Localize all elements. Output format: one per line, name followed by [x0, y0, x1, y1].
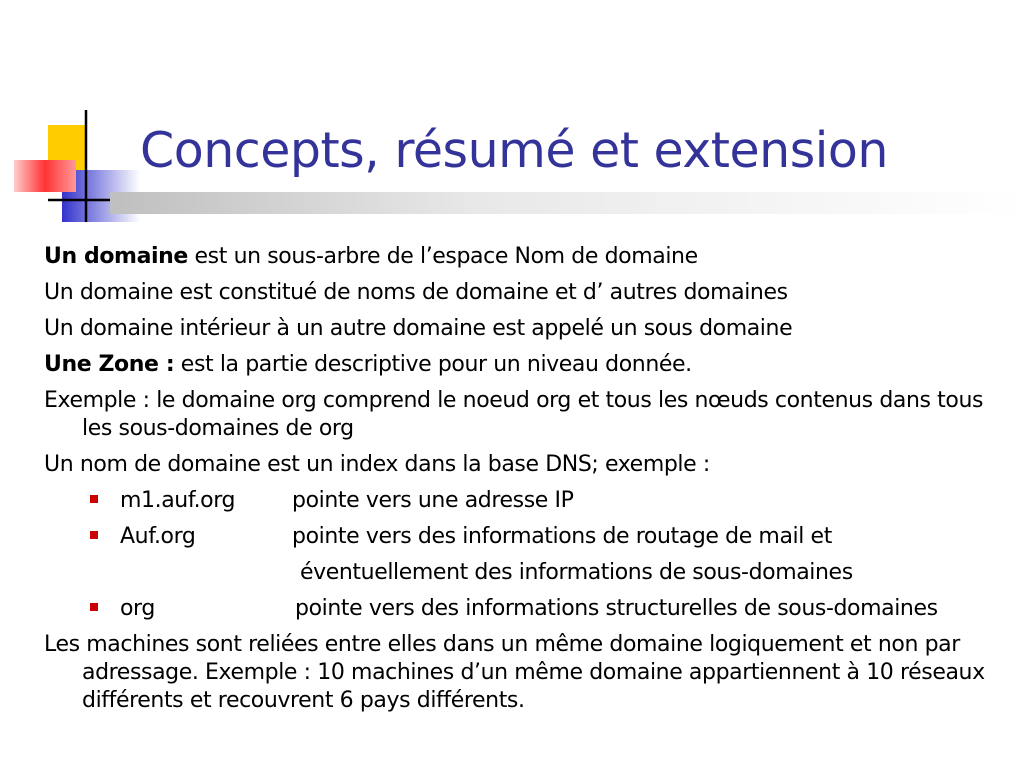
slide-body — [44, 243, 1004, 723]
list-item — [90, 595, 1004, 623]
paragraph-domaine — [44, 243, 1004, 271]
paragraph-bold: Un domaine — [44, 244, 188, 269]
list-item — [90, 487, 1004, 515]
bullet-label: org — [120, 596, 155, 621]
paragraph-zone — [44, 351, 1004, 379]
bullet-list — [44, 487, 1004, 623]
paragraph-text: est la partie descriptive pour un niveau donnée. — [174, 352, 692, 377]
paragraph-index — [44, 451, 1004, 479]
paragraph-text: Un domaine est constitué de noms de domaine et d’ autres domaines — [44, 280, 788, 305]
paragraph-text: Un domaine intérieur à un autre domaine est appelé un sous domaine — [44, 316, 793, 341]
bullet-text: pointe vers des informations de routage de mail et — [292, 524, 832, 549]
paragraph-closing: Les machines sont reliées entre elles dans un même domaine logiquement et non par adressage. Exemple : 10 machines d’un même domaine appartiennent à 10 réseaux différents et recouvrent 6 pays différents. — [44, 632, 985, 713]
paragraph-text: est un sous-arbre de l’espace Nom de domaine — [187, 244, 698, 269]
bullet-continuation: éventuellement des informations de sous-domaines — [300, 560, 853, 585]
paragraph-text: Un nom de domaine est un index dans la base DNS; exemple : — [44, 452, 710, 477]
bullet-text: pointe vers des informations structurelles de sous-domaines — [295, 596, 938, 621]
bullet-square-icon — [90, 603, 98, 611]
bullet-label: m1.auf.org — [120, 488, 236, 513]
bullet-square-icon — [90, 495, 98, 503]
bullet-label: Auf.org — [120, 524, 196, 549]
bullet-text: pointe vers une adresse IP — [292, 488, 574, 513]
paragraph-exemple — [44, 387, 1004, 443]
paragraph-text: Exemple : le domaine org comprend le noeud org et tous les nœuds contenus dans tous les sous-domaines de org — [44, 388, 984, 441]
title-underline — [110, 192, 1024, 214]
paragraph-bold: Une Zone : — [44, 352, 175, 377]
bullet-square-icon — [90, 531, 98, 539]
page-title: Concepts, résumé et extension — [140, 122, 888, 179]
paragraph-constitue — [44, 279, 1004, 307]
paragraph-interieur — [44, 315, 1004, 343]
list-item — [90, 523, 1004, 587]
